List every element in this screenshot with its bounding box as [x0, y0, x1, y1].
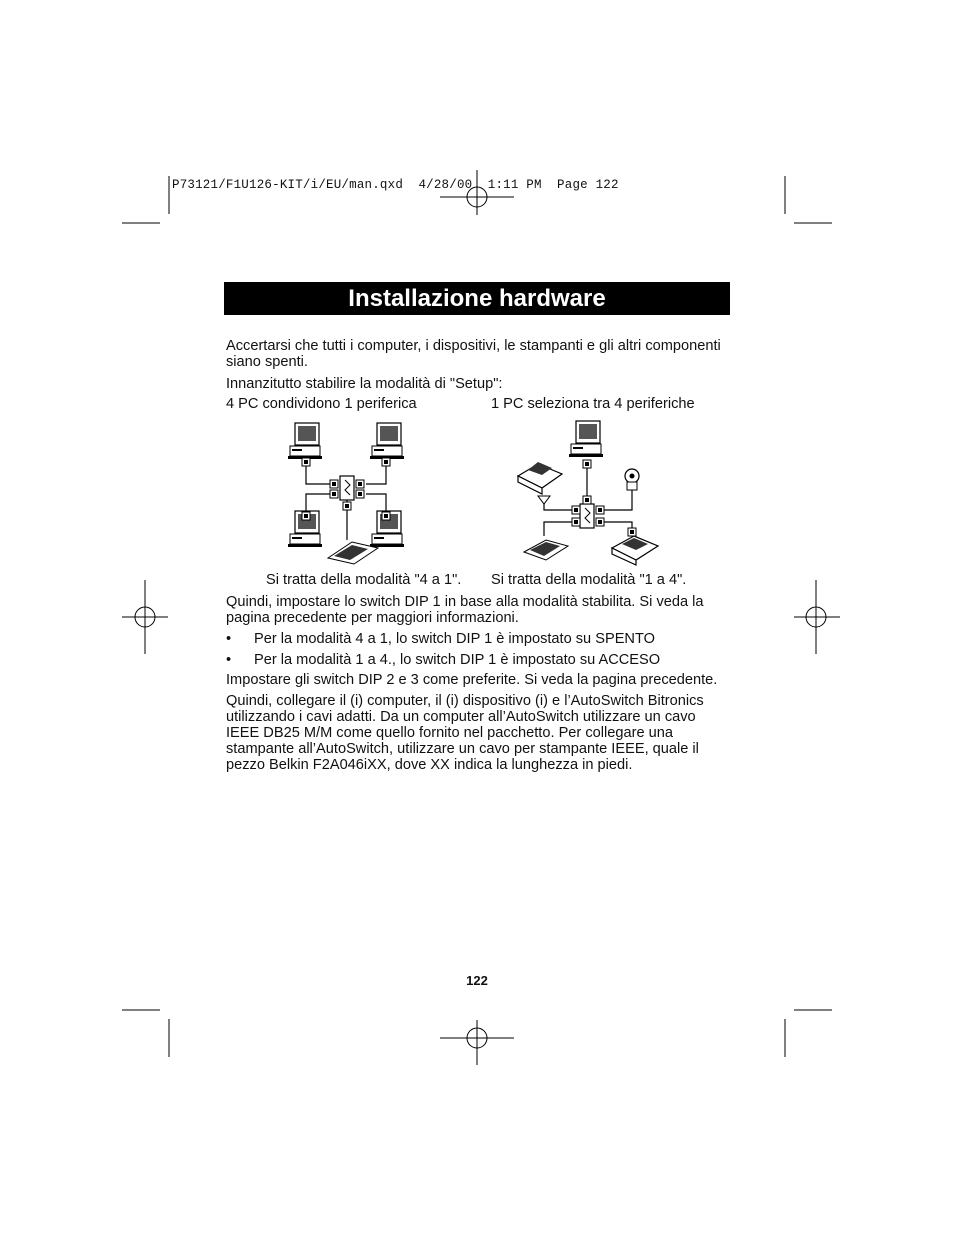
page-title-text: Installazione hardware: [348, 284, 606, 312]
page-title: [224, 282, 730, 315]
connector-icon: [356, 490, 364, 498]
bullet-item: Per la modalità 4 a 1, lo switch DIP 1 è impostato su SPENTO: [254, 631, 655, 647]
connector-icon: [572, 506, 580, 514]
connector-icon: [302, 512, 310, 520]
connector-icon: [572, 518, 580, 526]
setup-paragraph: Innanzitutto stabilire la modalità di "Setup":: [226, 376, 503, 392]
connector-icon: [596, 518, 604, 526]
intro-paragraph: Accertarsi che tutti i computer, i dispositivi, le stampanti e gli altri componenti siano spenti.: [226, 338, 721, 370]
autoswitch-icon: [340, 476, 354, 500]
computer-icon: [569, 421, 603, 457]
connector-icon: [343, 502, 351, 510]
connector-icon: [356, 480, 364, 488]
connector-icon: [583, 460, 591, 468]
bullet-item: Per la modalità 1 a 4., lo switch DIP 1 è impostato su ACCESO: [254, 652, 661, 668]
connector-icon: [382, 458, 390, 466]
dip23-paragraph: Impostare gli switch DIP 2 e 3 come preferite. Si veda la pagina precedente.: [226, 672, 718, 688]
registration-mark-left: [122, 580, 168, 654]
connector-icon: [628, 528, 636, 536]
page-number: 122: [466, 973, 488, 988]
mode-4to1-heading: 4 PC condividono 1 periferica: [226, 396, 417, 412]
autoswitch-icon: [580, 504, 594, 528]
mode-4to1-caption: Si tratta della modalità "4 a 1".: [266, 572, 462, 588]
funnel-connector-icon: [538, 496, 550, 504]
connector-icon: [330, 480, 338, 488]
camera-icon: [625, 469, 639, 490]
connector-icon: [382, 512, 390, 520]
peripheral-device-icon: [524, 540, 568, 560]
connector-icon: [302, 458, 310, 466]
printer-icon: [612, 536, 658, 565]
printer-icon: [518, 462, 562, 494]
computer-icon: [370, 423, 404, 459]
bullet-marker: •: [226, 652, 232, 668]
diagram-1to4: [514, 418, 664, 566]
dip1-paragraph: Quindi, impostare lo switch DIP 1 in base alla modalità stabilita. Si veda la pagina precedente per maggiori informazioni.: [226, 594, 704, 626]
cables-paragraph: Quindi, collegare il (i) computer, il (i) dispositivo (i) e l’AutoSwitch Bitronics utilizzando i cavi adatti. Da un computer all’AutoSwitch utilizzare un cavo IEEE DB25 M/M come quello fornito nel pacchetto. Per collegare una stampante all’AutoSwitch, utilizzare un cavo per stampante IEEE, quale il pezzo Belkin F2A046iXX, dove XX indica la lunghezza in piedi.: [226, 693, 704, 773]
mode-1to4-caption: Si tratta della modalità "1 a 4".: [491, 572, 687, 588]
file-slug: P73121/F1U126-KIT/i/EU/man.qxd 4/28/00 1:11 PM Page 122: [172, 178, 619, 192]
registration-mark-bottom: [440, 1020, 514, 1065]
connector-icon: [583, 496, 591, 504]
connector-icon: [330, 490, 338, 498]
computer-icon: [288, 423, 322, 459]
mode-1to4-heading: 1 PC seleziona tra 4 periferiche: [491, 396, 695, 412]
registration-mark-right: [794, 580, 840, 654]
connector-icon: [596, 506, 604, 514]
diagram-4to1: [282, 418, 422, 566]
registration-mark-top: [440, 170, 514, 215]
bullet-marker: •: [226, 631, 232, 647]
